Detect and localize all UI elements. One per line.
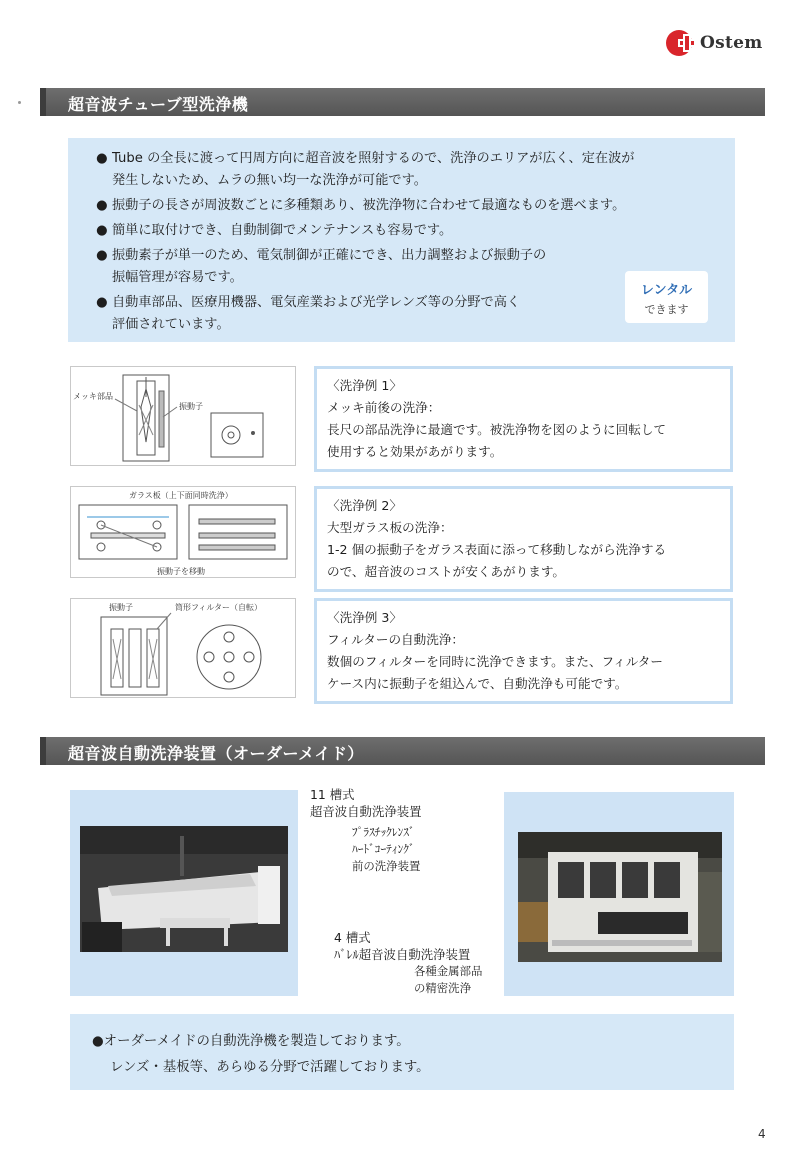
example-heading: 〈洗浄例 3〉 (327, 610, 402, 625)
example-text: 数個のフィルターを同時に洗浄できます。また、フィルター (327, 654, 663, 669)
machine2-desc: の精密洗浄 (414, 981, 471, 995)
diagram-example-3 (70, 598, 296, 698)
machine-photo-4-tank (518, 832, 722, 962)
example-text: 使用すると効果があがります。 (327, 444, 503, 459)
example-card-2 (314, 486, 733, 592)
logo-text: Ostem (700, 33, 763, 53)
order-made-panel (70, 1014, 734, 1090)
bullet-icon: ● (96, 295, 108, 310)
photo-frame-4-tank (504, 792, 734, 996)
diagram-label: 振動子 (179, 402, 203, 411)
order-text: ●オーダーメイドの自動洗浄機を製造しております。 (92, 1034, 410, 1049)
bullet-icon: ● (96, 151, 108, 166)
page-number: 4 (758, 1127, 766, 1141)
feature-bullet (96, 148, 635, 192)
feature-bullet (96, 195, 625, 217)
feature-text: 簡単に取付けでき、自動制御でメンテナンスも容易です。 (112, 223, 453, 238)
diagram-label: 筒形フィルター（自転） (175, 603, 263, 612)
machine1-caption (310, 786, 422, 820)
example-heading: 〈洗浄例 2〉 (327, 498, 402, 513)
machine1-desc: 前の洗浄装置 (352, 859, 421, 873)
example-text: 1-2 個の振動子をガラス表面に添って移動しながら洗浄する (327, 542, 667, 557)
logo-mark-icon (666, 30, 692, 56)
rental-subtitle: できます (644, 303, 689, 316)
example-card-3 (314, 598, 733, 704)
section-title: 超音波チューブ型洗浄機 (68, 95, 249, 114)
feature-text: 発生しないため、ムラの無い均一な洗浄が可能です。 (112, 173, 427, 188)
feature-text: 振幅管理が容易です。 (112, 270, 243, 285)
order-text: レンズ・基板等、あらゆる分野で活躍しております。 (110, 1060, 430, 1075)
feature-text: 振動素子が単一のため、電気制御が正確にでき、出力調整および振動子の (112, 248, 547, 263)
machine1-title: 超音波自動洗浄装置 (310, 804, 422, 819)
machine-photo-11-tank (80, 826, 288, 952)
feature-text: 振動子の長さが周波数ごとに多種類あり、被洗浄物に合わせて最適なものを選べます。 (112, 198, 626, 213)
section-header-tube-cleaner (40, 88, 765, 116)
example-text: ケース内に振動子を組込んで、自動洗浄も可能です。 (327, 676, 628, 691)
section-header-auto-cleaner (40, 737, 765, 765)
machine1-desc: ﾌﾟﾗｽﾁｯｸﾚﾝｽﾞ (352, 825, 415, 839)
feature-bullet (96, 245, 546, 289)
diagram-label: 振動子 (109, 603, 133, 612)
brand-logo (666, 30, 770, 58)
machine2-desc: 各種金属部品 (414, 964, 483, 978)
diagram-example-1 (70, 366, 296, 466)
header-accent (40, 88, 46, 116)
example-subtitle: メッキ前後の洗浄： (327, 400, 441, 415)
machine2-title: 4 槽式 (334, 930, 371, 945)
feature-text: 評価されています。 (112, 317, 230, 332)
machine1-description (352, 824, 420, 875)
machine1-desc: ﾊｰﾄﾞｺｰﾃｨﾝｸﾞ (352, 842, 415, 856)
diagram-example-2 (70, 486, 296, 578)
rental-badge (625, 271, 708, 323)
feature-panel (68, 138, 735, 342)
example-card-1 (314, 366, 733, 472)
rental-title: レンタル (640, 283, 693, 298)
machine2-caption (334, 929, 470, 963)
diagram-label: メッキ部品 (73, 392, 113, 401)
diagram-label: 振動子を移動 (157, 567, 205, 576)
bullet-icon: ● (96, 248, 108, 263)
example-text: ので、超音波のコストが安くあがります。 (327, 564, 566, 579)
photo-frame-11-tank (70, 790, 298, 996)
feature-bullet (96, 220, 452, 242)
machine2-description (414, 963, 482, 997)
feature-text: Tube の全長に渡って円周方向に超音波を照射するので、洗浄のエリアが広く、定在波が (112, 151, 635, 166)
bullet-icon: ● (96, 198, 108, 213)
example-subtitle: フィルターの自動洗浄： (327, 632, 465, 647)
feature-text: 自動車部品、医療用機器、電気産業および光学レンズ等の分野で高く (112, 295, 521, 310)
feature-bullet (96, 292, 520, 336)
example-subtitle: 大型ガラス板の洗浄： (327, 520, 453, 535)
diagram-label: ガラス板（上下面同時洗浄） (129, 491, 233, 500)
margin-dot (18, 101, 21, 104)
section-title: 超音波自動洗浄装置（オーダーメイド） (68, 744, 364, 763)
bullet-icon: ● (96, 223, 108, 238)
example-heading: 〈洗浄例 1〉 (327, 378, 402, 393)
header-accent (40, 737, 46, 765)
example-text: 長尺の部品洗浄に最適です。被洗浄物を図のように回転して (327, 422, 667, 437)
machine2-title: ﾊﾞﾚﾙ超音波自動洗浄装置 (334, 947, 471, 962)
machine1-title: 11 槽式 (310, 787, 355, 802)
